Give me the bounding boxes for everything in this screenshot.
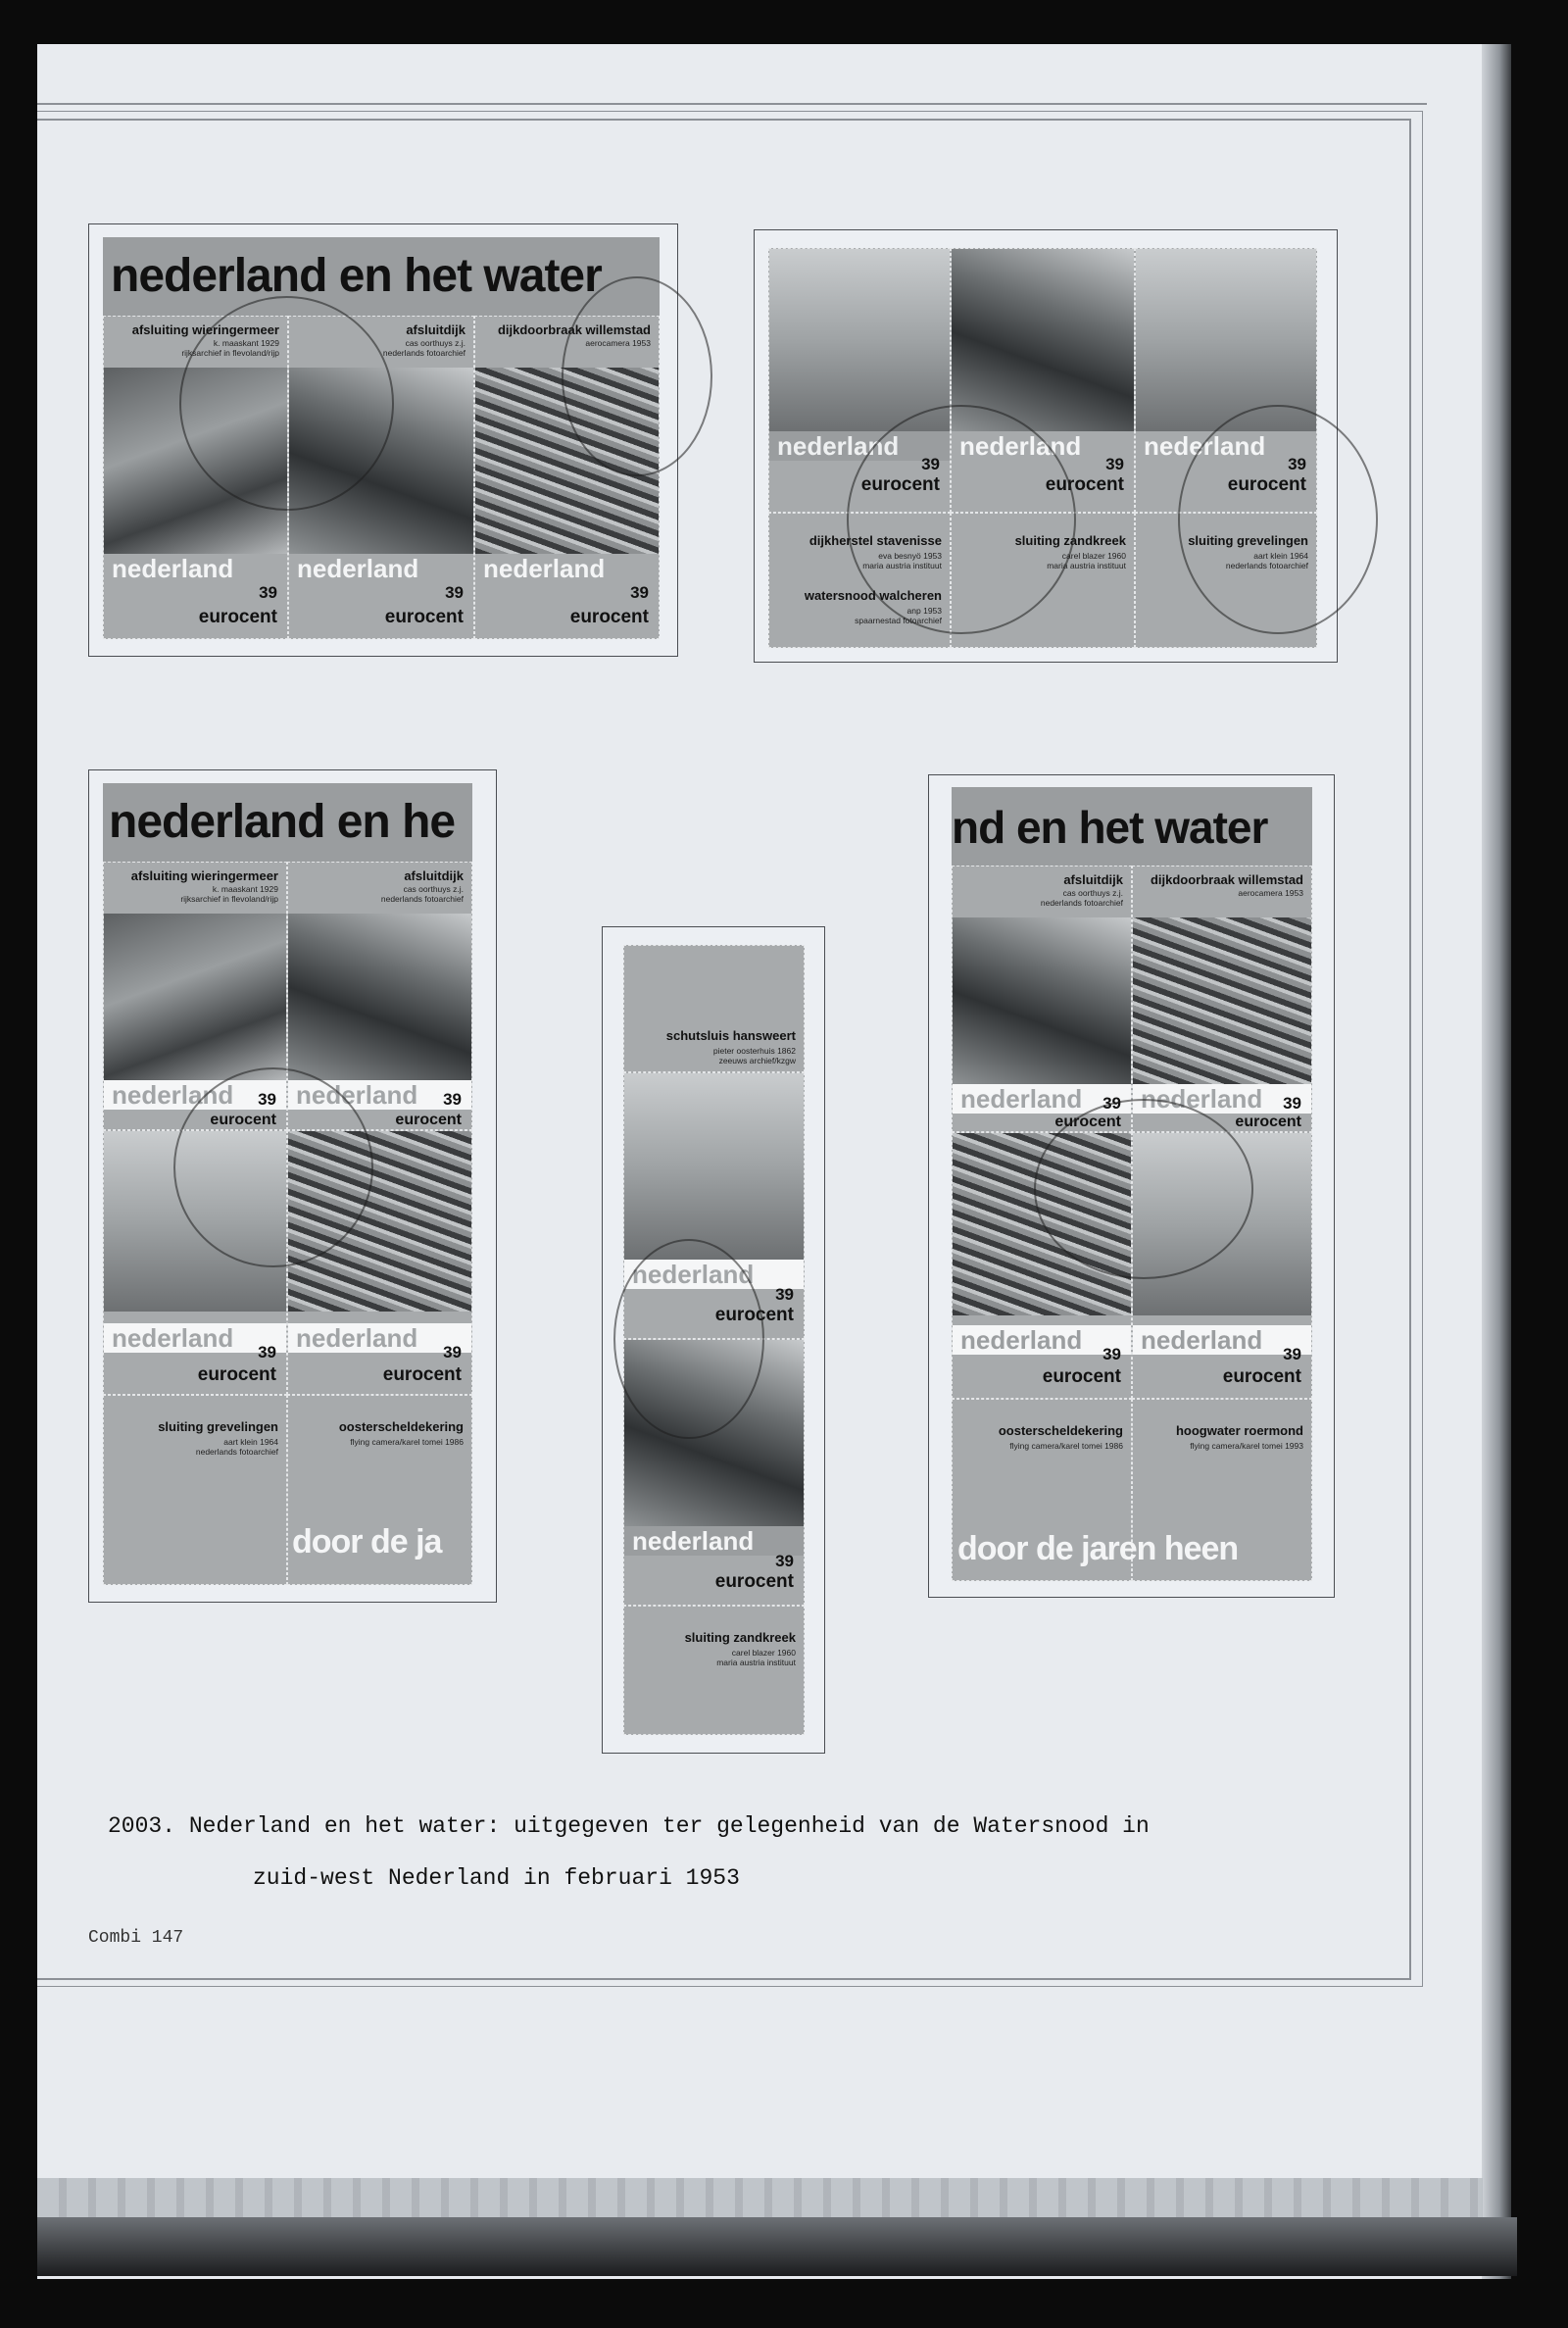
stamp-value: 39 (630, 583, 649, 602)
stamp-title: dijkdoorbraak willemstad (1150, 872, 1303, 887)
stamp-value: 39 (1283, 1094, 1301, 1113)
stamp-credit: cas oorthuys z.j. (1062, 888, 1123, 898)
stamp-credit: k. maaskant 1929 (213, 338, 279, 348)
mount-block-top-right (754, 229, 1338, 663)
stamp-value: 39 (1105, 455, 1124, 473)
stamp-credit: spaarnestad fotoarchief (855, 616, 942, 625)
stamp-country: nederland (288, 1323, 471, 1353)
postmark (179, 296, 394, 511)
stamp-currency: eurocent (714, 1305, 794, 1325)
mount-block-middle-left (88, 769, 497, 1603)
postmark (613, 1239, 764, 1439)
frame-line (37, 103, 1427, 105)
stamp-afsluitdijk (952, 866, 1132, 1132)
stamp-credit: maria austria instituut (716, 1658, 796, 1667)
stamp-currency: eurocent (1222, 1366, 1301, 1387)
postmark (847, 405, 1076, 634)
stamp-currency: eurocent (198, 607, 277, 627)
label-grevelingen (103, 1395, 287, 1585)
caption-line-2: zuid-west Nederland in februari 1953 (253, 1865, 740, 1891)
stamp-sheet (103, 783, 472, 1585)
mount-strip-center (602, 926, 825, 1754)
postmark (1178, 405, 1378, 634)
stamp-title: oosterscheldekering (338, 1419, 464, 1434)
stamp-currency: eurocent (714, 1571, 794, 1592)
stamp-credit: aerocamera 1953 (585, 338, 651, 348)
page-spine (1482, 44, 1511, 2279)
stamp-currency: eurocent (1235, 1114, 1301, 1130)
stamp-photo (624, 1073, 804, 1260)
stamp-sheet (623, 945, 805, 1735)
stamp-photo (769, 249, 950, 431)
stamp-title: sluiting grevelingen (158, 1419, 278, 1434)
stamp-credit: aart klein 1964 (223, 1437, 278, 1447)
stamp-title: schutsluis hansweert (665, 1028, 796, 1043)
stamp-value: 39 (921, 455, 940, 473)
stamp-credit: zeeuws archief/kzgw (718, 1056, 796, 1065)
stamp-currency: eurocent (569, 607, 649, 627)
stamp-country: nederland (288, 1080, 471, 1110)
stamp-country: nederland (483, 554, 606, 583)
stamp-country: nederland (1133, 1325, 1311, 1355)
label-zandkreek (623, 1606, 805, 1735)
stamp-value: 39 (775, 1552, 794, 1570)
stamp-value: 39 (1288, 455, 1306, 473)
stamp-country: nederland (953, 1084, 1131, 1114)
stamp-sheet (952, 787, 1312, 1581)
stamp-value: 39 (443, 1343, 462, 1362)
stamp-value: 39 (443, 1090, 462, 1109)
stamp-country: nederland (624, 1260, 804, 1289)
postmark (562, 276, 712, 476)
stamp-title: sluiting zandkreek (1014, 533, 1126, 548)
stamp-country: nederland (1133, 1084, 1311, 1114)
stamp-title: afsluitdijk (1063, 872, 1123, 887)
stamp-currency: eurocent (382, 1364, 462, 1385)
stamp-credit: k. maaskant 1929 (212, 884, 278, 894)
stamp-country: nederland (769, 431, 950, 461)
stamp-currency: eurocent (1045, 474, 1124, 495)
stamp-country: nederland (104, 1323, 286, 1353)
stamp-country: nederland (104, 1080, 286, 1110)
stamp-credit: flying camera/karel tomei 1993 (1190, 1441, 1303, 1451)
stamp-credit: rijksarchief in flevoland/rijp (181, 348, 279, 358)
stamp-country: nederland (297, 554, 419, 583)
stamp-value: 39 (259, 583, 277, 602)
sheet-footer: door de ja (292, 1523, 442, 1560)
mount-block-top-left (88, 223, 678, 657)
stamp-sheet (103, 237, 660, 639)
stamp-willemstad (1132, 866, 1312, 1132)
stamp-country: nederland (953, 1325, 1131, 1355)
stamp-credit: aart klein 1964 (1253, 551, 1308, 561)
stamp-title: afsluitdijk (404, 868, 464, 883)
stamp-credit: nederlands fotoarchief (1225, 561, 1308, 570)
mount-block-middle-right (928, 774, 1335, 1598)
stamp-photo (288, 914, 471, 1080)
stamp-title: afsluiting wieringermeer (130, 868, 278, 883)
stamp-value: 39 (445, 583, 464, 602)
stamp-currency: eurocent (1227, 474, 1306, 495)
stamp-title: afsluiting wieringermeer (131, 322, 279, 337)
stamp-credit: eva besnyö 1953 (878, 551, 942, 561)
page-bottom-strip (37, 2178, 1483, 2217)
stamp-currency: eurocent (210, 1112, 276, 1128)
stamp-currency: eurocent (1042, 1366, 1121, 1387)
stamp-currency: eurocent (197, 1364, 276, 1385)
page-shadow (37, 2217, 1517, 2276)
label-hansweert (623, 945, 805, 1072)
stamp-credit: nederlands fotoarchief (195, 1447, 278, 1457)
sheet-header: nd en het water (952, 802, 1268, 853)
stamp-credit: maria austria instituut (1047, 561, 1126, 570)
stamp-credit: nederlands fotoarchief (1040, 898, 1123, 908)
stamp-value: 39 (1102, 1345, 1121, 1363)
page-label: Combi 147 (88, 1928, 184, 1948)
stamp-title: dijkherstel stavenisse (808, 533, 942, 548)
stamp-photo (953, 917, 1131, 1084)
stamp-value: 39 (1283, 1345, 1301, 1363)
stamp-country: nederland (112, 554, 234, 583)
stamp-credit: flying camera/karel tomei 1986 (350, 1437, 464, 1447)
sheet-header: nederland en he (109, 796, 456, 848)
stamp-currency: eurocent (395, 1112, 462, 1128)
stamp-title: hoogwater roermond (1175, 1423, 1303, 1438)
stamp-title: afsluitdijk (406, 322, 466, 337)
stamp-title: dijkdoorbraak willemstad (497, 322, 651, 337)
sheet-footer: door de jaren heen (957, 1530, 1239, 1567)
stamp-credit: rijksarchief in flevoland/rijp (180, 894, 278, 904)
stamp-credit: cas oorthuys z.j. (403, 884, 464, 894)
stamp-credit: aerocamera 1953 (1238, 888, 1303, 898)
stamp-photo (104, 914, 286, 1080)
label-oosterscheldekering (287, 1395, 472, 1585)
stamp-credit: pieter oosterhuis 1862 (712, 1046, 796, 1056)
stamp-credit: anp 1953 (906, 606, 942, 616)
stamp-credit: flying camera/karel tomei 1986 (1009, 1441, 1123, 1451)
album-page (37, 44, 1483, 2279)
stamp-credit: nederlands fotoarchief (382, 348, 466, 358)
stamp-value: 39 (1102, 1094, 1121, 1113)
stamp-credit: maria austria instituut (862, 561, 942, 570)
stamp-credit: nederlands fotoarchief (380, 894, 464, 904)
stamp-currency: eurocent (384, 607, 464, 627)
stamp-title: sluiting zandkreek (684, 1630, 796, 1645)
stamp-currency: eurocent (860, 474, 940, 495)
stamp-photo (1133, 917, 1311, 1084)
stamp-title: sluiting grevelingen (1188, 533, 1308, 548)
stamp-country: nederland (1144, 431, 1266, 461)
stamp-value: 39 (258, 1343, 276, 1362)
caption-line-1: 2003. Nederland en het water: uitgegeven ter gelegenheid van de Watersnood in (108, 1813, 1150, 1839)
stamp-credit: cas oorthuys z.j. (405, 338, 466, 348)
stamp-credit: carel blazer 1960 (731, 1648, 796, 1658)
stamp-title: watersnood walcheren (804, 588, 942, 603)
stamp-sheet (768, 248, 1317, 648)
stamp-photo (952, 249, 1134, 431)
stamp-currency: eurocent (1054, 1114, 1121, 1130)
stamp-title: oosterscheldekering (998, 1423, 1123, 1438)
postmark (1034, 1099, 1253, 1279)
postmark (173, 1067, 373, 1267)
stamp-country: nederland (959, 431, 1082, 461)
stamp-value: 39 (775, 1285, 794, 1304)
stamp-country: nederland (624, 1526, 804, 1556)
stamp-credit: carel blazer 1960 (1061, 551, 1126, 561)
stamp-photo (1136, 249, 1316, 431)
stamp-value: 39 (258, 1090, 276, 1109)
sheet-header: nederland en het water (111, 250, 602, 302)
